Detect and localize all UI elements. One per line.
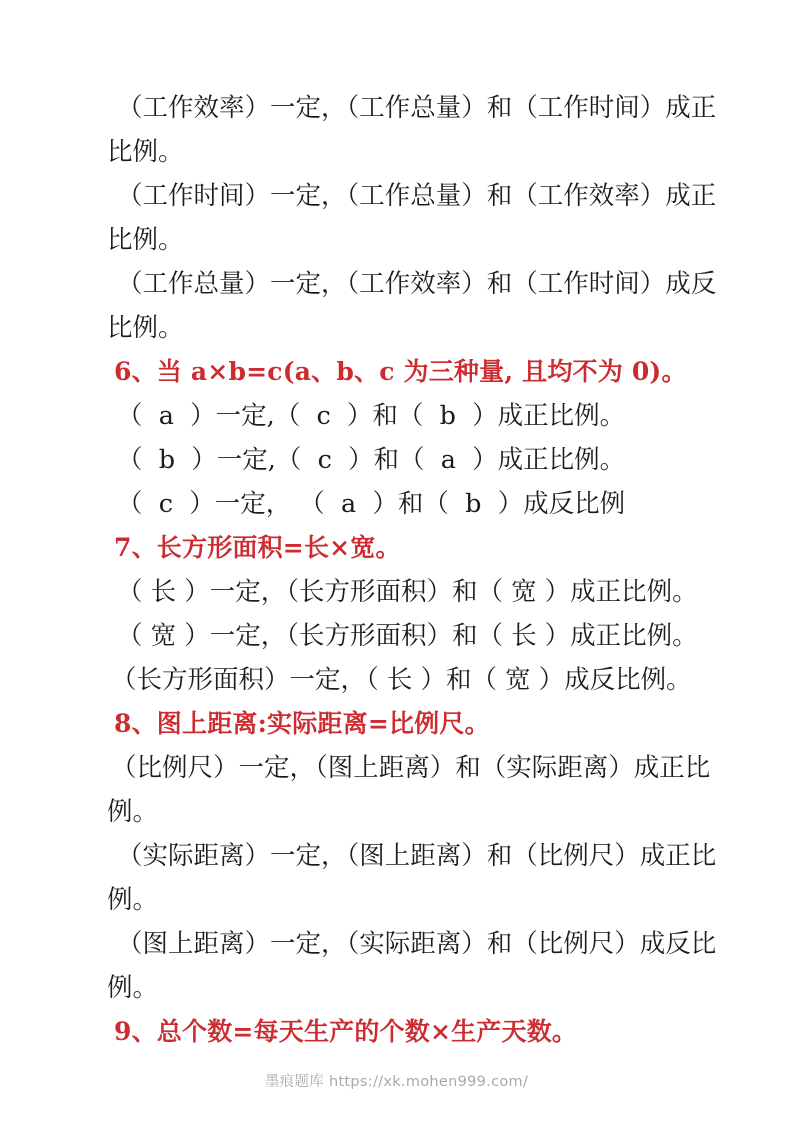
formula-heading-line: 6、当 a×b=c(a、b、c 为三种量, 且均不为 0)。 <box>114 357 687 386</box>
body-text-line: （图上距离）一定，（实际距离）和（比例尺）成反比 <box>117 929 717 959</box>
body-text-line: （ a ）一定,（ c ）和（ b ）成正比例。 <box>117 401 626 431</box>
body-text-line: （实际距离）一定，（图上距离）和（比例尺）成正比 <box>117 841 717 871</box>
footer-watermark: 墨痕题库 https://xk.mohen999.com/ <box>264 1074 529 1090</box>
body-text-line: （工作效率）一定，（工作总量）和（工作时间）成正 <box>117 93 717 123</box>
body-text-line: 比例。 <box>107 225 184 255</box>
body-text-line: 例。 <box>107 973 159 1003</box>
body-text-line: （比例尺）一定，（图上距离）和（实际距离）成正比 <box>111 753 711 783</box>
body-text-line: （ c ）一定， （ a ）和（ b ）成反比例 <box>117 489 626 519</box>
body-text-line: （工作总量）一定，（工作效率）和（工作时间）成反 <box>117 269 717 299</box>
formula-heading-line: 9、总个数=每天生产的个数×生产天数。 <box>114 1017 578 1046</box>
document-body <box>107 86 717 1054</box>
body-text-line: （ 宽 ）一定，（长方形面积）和（ 长 ）成正比例。 <box>117 621 698 651</box>
body-text-line: 比例。 <box>107 137 184 167</box>
body-text-line: 例。 <box>107 885 159 915</box>
body-text-line: （ b ）一定,（ c ）和（ a ）成正比例。 <box>117 445 626 475</box>
body-text-line: （长方形面积）一定，（ 长 ）和（ 宽 ）成反比例。 <box>111 665 692 695</box>
formula-heading-line: 8、图上距离:实际距离=比例尺。 <box>114 709 490 738</box>
body-text-line: 例。 <box>107 797 159 827</box>
body-text-line: 比例。 <box>107 313 184 343</box>
body-text-line: （ 长 ）一定，（长方形面积）和（ 宽 ）成正比例。 <box>117 577 698 607</box>
body-text-line: （工作时间）一定，（工作总量）和（工作效率）成正 <box>117 181 717 211</box>
formula-heading-line: 7、长方形面积=长×宽。 <box>114 533 401 562</box>
